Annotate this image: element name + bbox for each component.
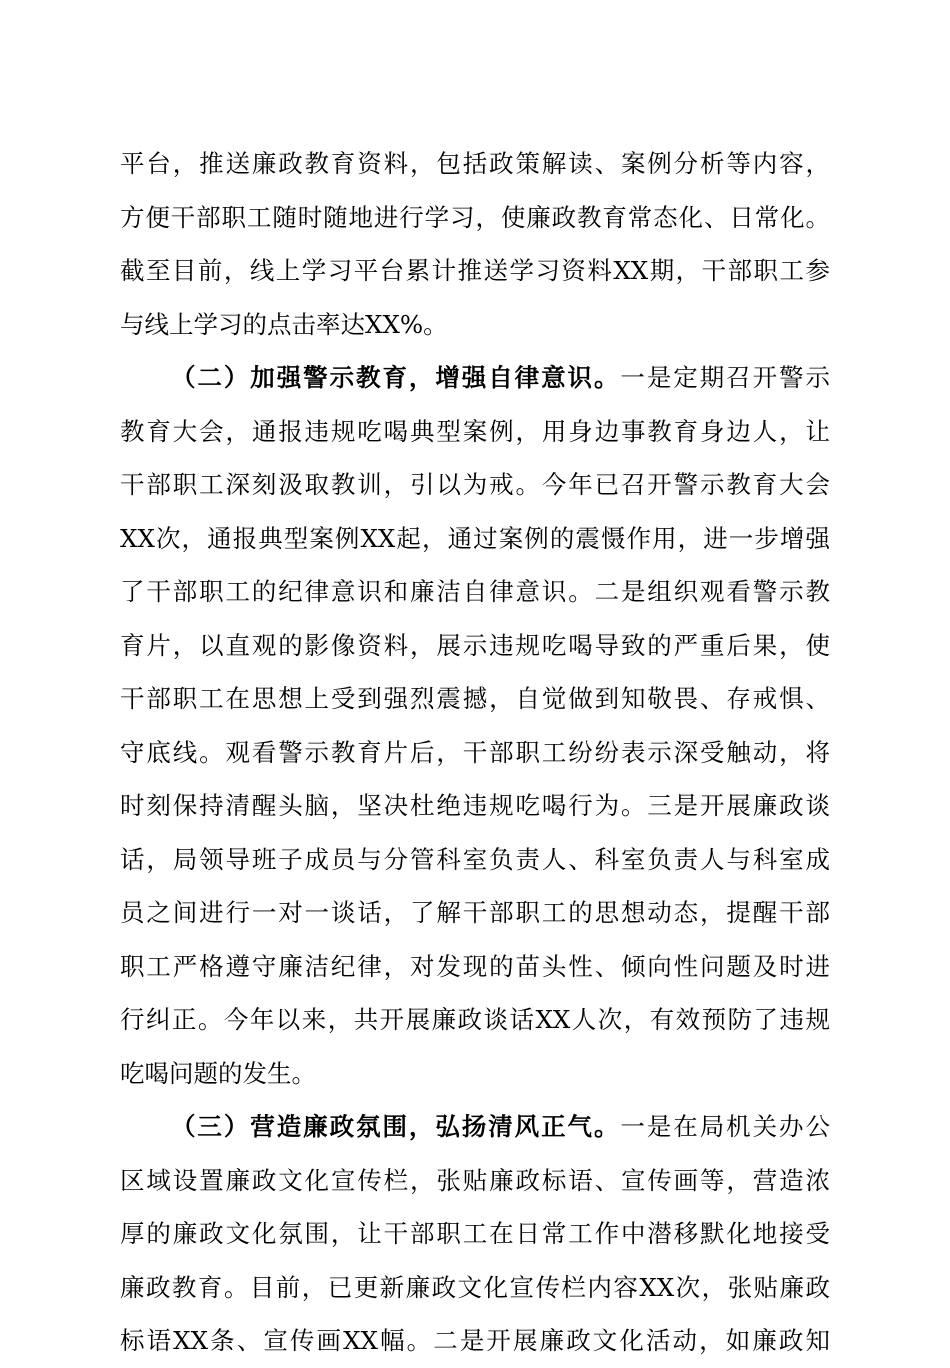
text-line: 干部职工深刻汲取教训，引以为戒。今年已召开警示教育大会 xyxy=(120,470,830,499)
text-line: 时刻保持清醒头脑，坚决杜绝违规吃喝行为。三是开展廉政谈 xyxy=(120,791,830,820)
text-line: 与线上学习的点击率达XX%。 xyxy=(120,309,448,339)
paragraph-first-line xyxy=(120,1100,830,1154)
section-heading: （三）营造廉政氛围，弘扬清风正气。 xyxy=(169,1112,621,1141)
paragraph-first-line xyxy=(120,351,830,405)
text-line: 廉政教育。目前，已更新廉政文化宣传栏内容XX次，张贴廉政 xyxy=(120,1272,830,1302)
text-line: 厚的廉政文化氛围，让干部职工在日常工作中潜移默化地接受 xyxy=(120,1219,830,1248)
text-line: 职工严格遵守廉洁纪律，对发现的苗头性、倾向性问题及时进 xyxy=(120,951,830,981)
section-heading: （二）加强警示教育，增强自律意识。 xyxy=(169,363,621,392)
text-run: 一是在局机关办公 xyxy=(620,1112,830,1141)
document-body xyxy=(120,137,830,1368)
text-line: 员之间进行一对一谈话，了解干部职工的思想动态，提醒干部 xyxy=(120,898,830,927)
text-line: 标语XX条、宣传画XX幅。二是开展廉政文化活动，如廉政知 xyxy=(120,1326,830,1355)
text-line: 了干部职工的纪律意识和廉洁自律意识。二是组织观看警示教 xyxy=(120,577,830,606)
text-line: 教育大会，通报违规吃喝典型案例，用身边事教育身边人，让 xyxy=(120,416,830,446)
text-line: XX次，通报典型案例XX起，通过案例的震慑作用，进一步增强 xyxy=(120,523,830,553)
text-line: 干部职工在思想上受到强烈震撼，自觉做到知敬畏、存戒惧、 xyxy=(120,684,830,713)
text-line: 吃喝问题的发生。 xyxy=(120,1058,316,1088)
text-line: 方便干部职工随时随地进行学习，使廉政教育常态化、日常化。 xyxy=(120,202,830,232)
text-line: 守底线。观看警示教育片后，干部职工纷纷表示深受触动，将 xyxy=(120,737,830,767)
text-line: 平台，推送廉政教育资料，包括政策解读、案例分析等内容， xyxy=(120,149,830,178)
text-line: 截至目前，线上学习平台累计推送学习资料XX期，干部职工参 xyxy=(120,256,830,285)
text-line: 话，局领导班子成员与分管科室负责人、科室负责人与科室成 xyxy=(120,844,830,874)
text-run: 一是定期召开警示 xyxy=(620,363,830,392)
text-line: 行纠正。今年以来，共开展廉政谈话XX人次，有效预防了违规 xyxy=(120,1005,830,1034)
text-line: 育片，以直观的影像资料，展示违规吃喝导致的严重后果，使 xyxy=(120,630,830,660)
text-line: 区域设置廉政文化宣传栏，张贴廉政标语、宣传画等，营造浓 xyxy=(120,1165,830,1195)
